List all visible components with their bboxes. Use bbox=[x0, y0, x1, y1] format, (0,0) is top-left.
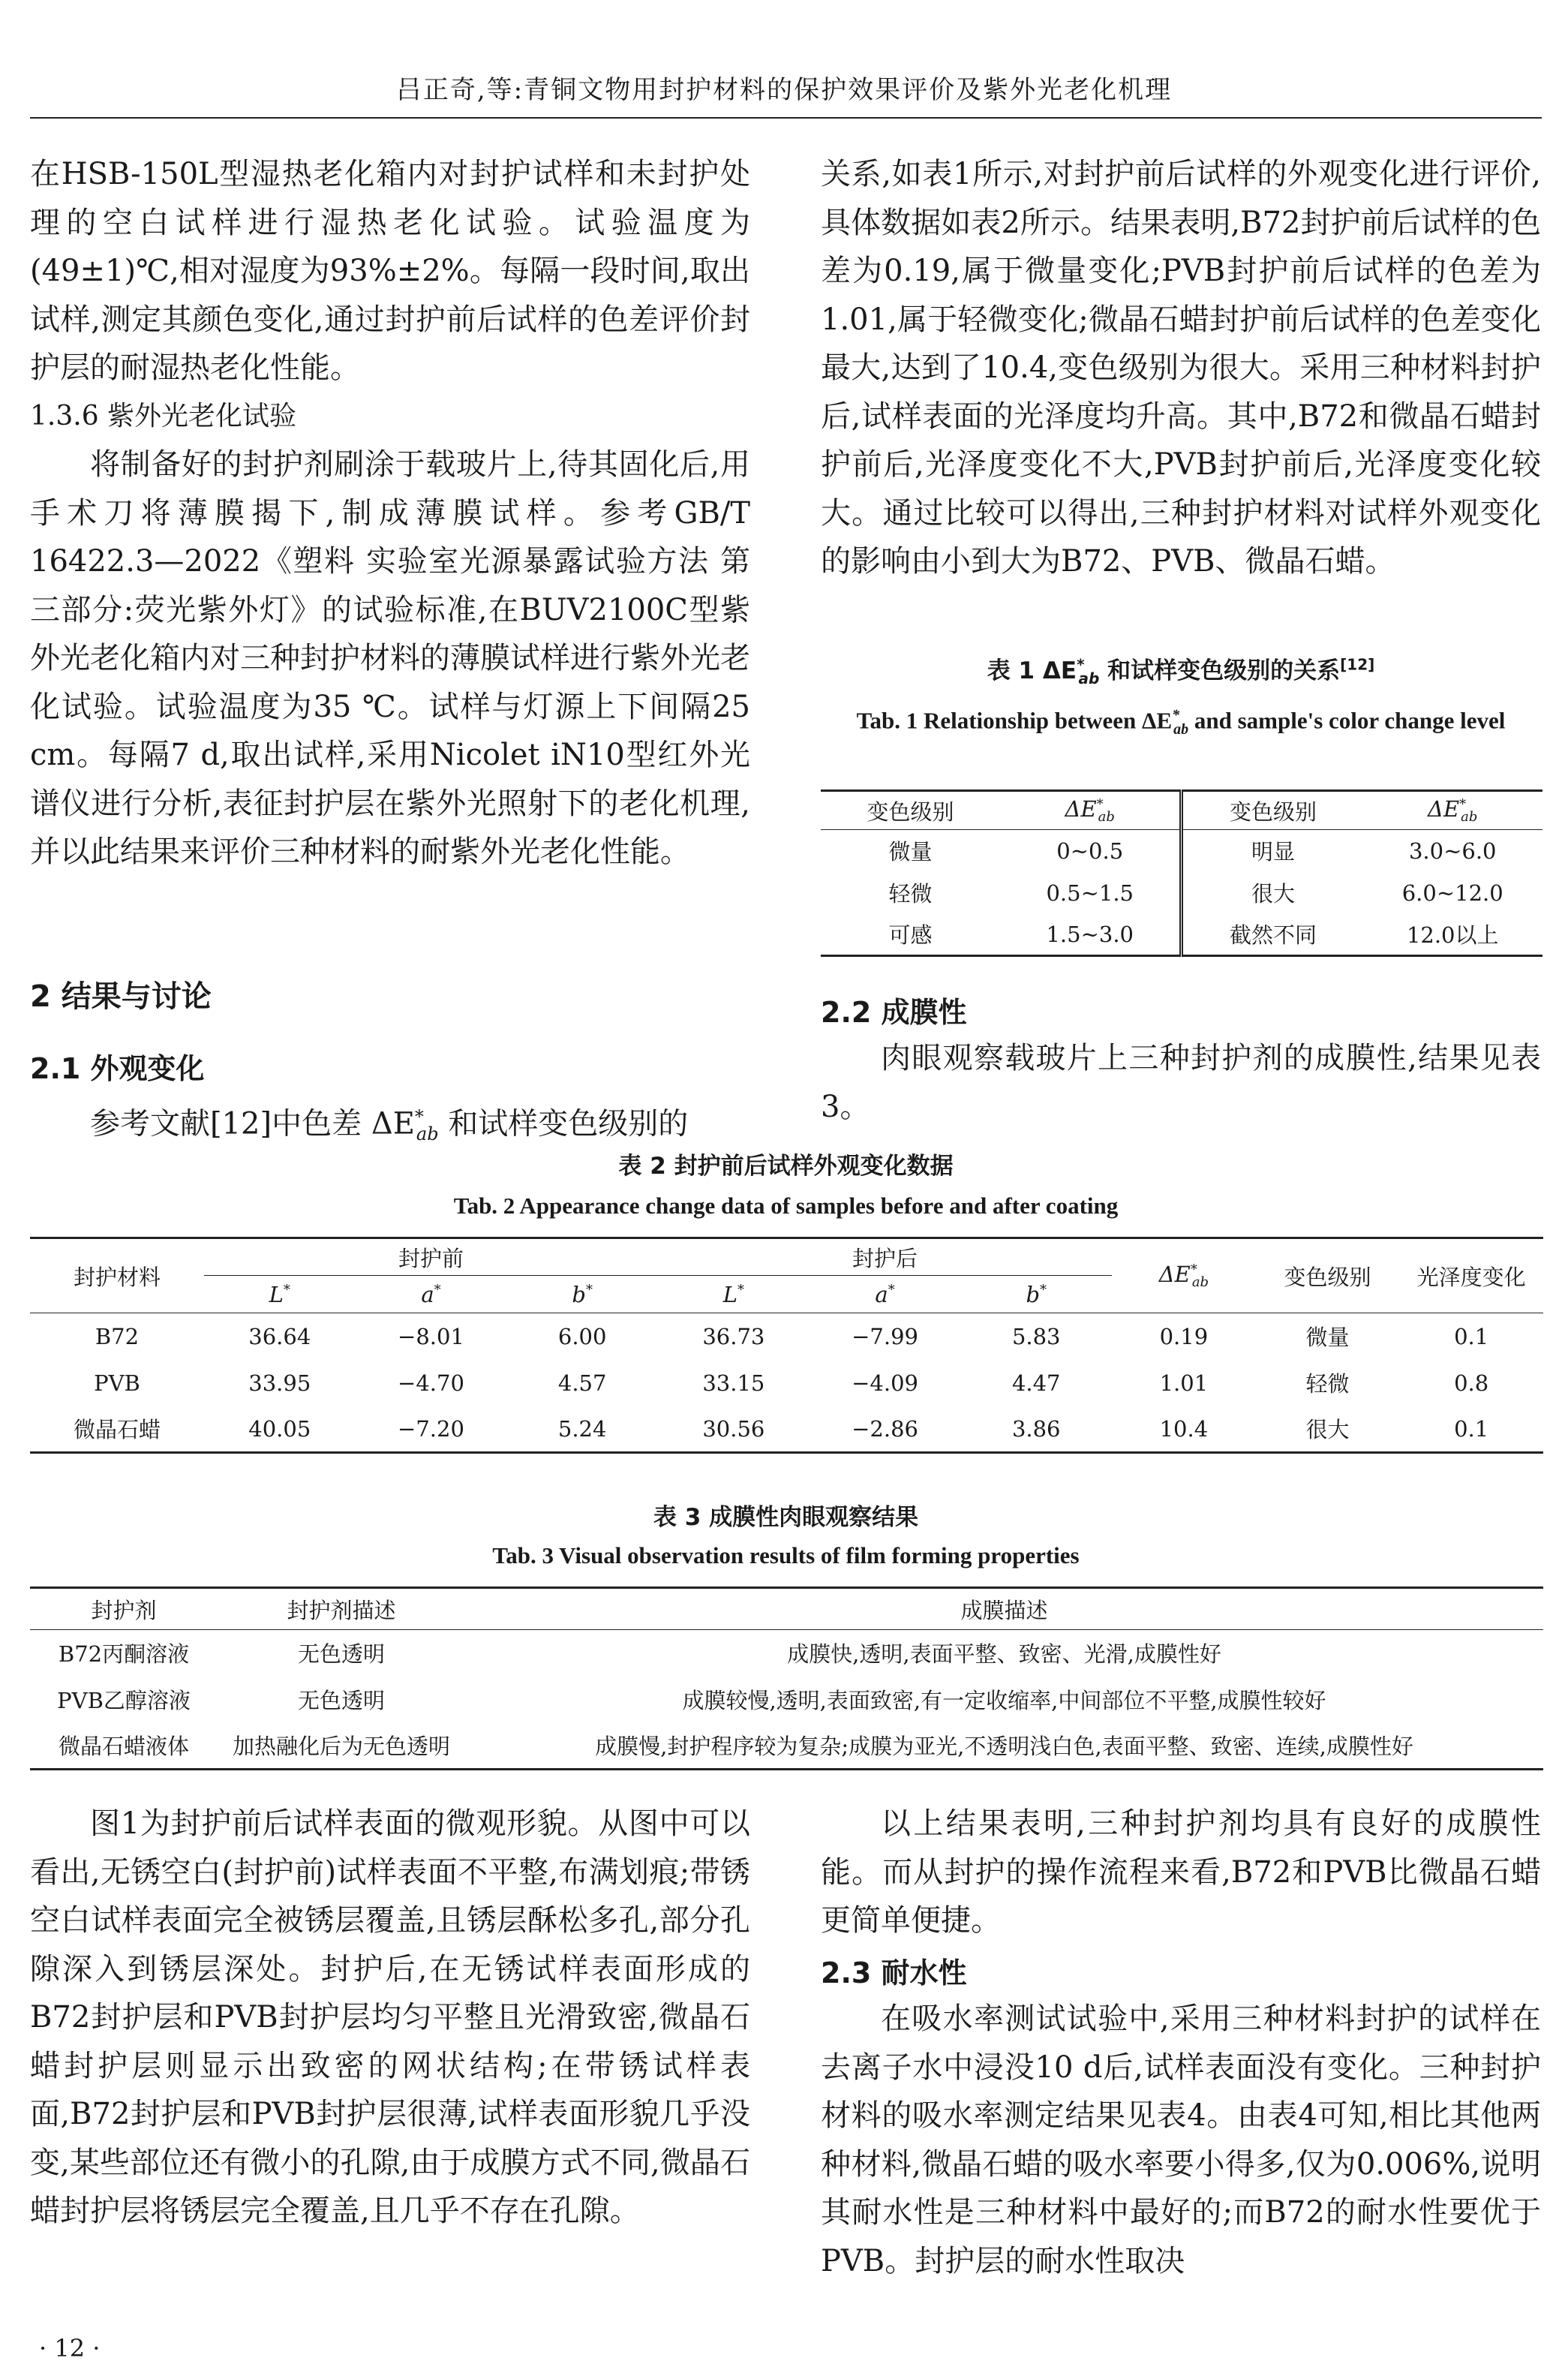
t2-cell: 33.15 bbox=[702, 1370, 765, 1396]
t2-cell: 5.83 bbox=[1011, 1323, 1061, 1349]
paragraph-film-conclusion: 以上结果表明,三种封护剂均具有良好的成膜性能。而从封护的操作流程来看,B72和PVB比微晶石蜡更简单便捷。 bbox=[821, 1806, 1541, 1938]
left-column-top bbox=[30, 150, 750, 877]
t2-header-before: 封护前 bbox=[204, 1238, 658, 1276]
t3-cell: 无色透明 bbox=[297, 1688, 385, 1713]
t2-cell: −4.09 bbox=[852, 1370, 918, 1396]
t2-header-after: 封护后 bbox=[658, 1238, 1112, 1276]
table3-caption-en: Tab. 3 Visual observation results of film forming properties bbox=[492, 1542, 1080, 1568]
t2-sub-b2-text: b bbox=[1026, 1281, 1041, 1307]
right-column-top bbox=[821, 150, 1541, 586]
t2-header-de-label: ΔE bbox=[1158, 1261, 1191, 1287]
table-row bbox=[821, 872, 1542, 914]
t2-cell: 36.64 bbox=[248, 1323, 311, 1349]
t2-sub-sup: * bbox=[1040, 1281, 1047, 1298]
t2-sub-l2-text: L bbox=[722, 1281, 737, 1307]
t2-cell: 微量 bbox=[1305, 1325, 1350, 1351]
bottom-right-column bbox=[821, 1800, 1541, 1945]
section-2-heading: 2 结果与讨论 bbox=[30, 979, 212, 1014]
table-row bbox=[821, 914, 1542, 956]
t1-header-de bbox=[1000, 791, 1182, 830]
t3-cell: PVB乙醇溶液 bbox=[57, 1688, 191, 1713]
right-column-film bbox=[821, 1034, 1541, 1131]
t1-header-de-sup: * bbox=[1096, 796, 1104, 812]
t2-cell: 很大 bbox=[1305, 1417, 1350, 1443]
t1-header-de2-sub: ab bbox=[1461, 809, 1478, 826]
table1-caption-en bbox=[821, 693, 1541, 751]
table-2 bbox=[30, 1237, 1543, 1454]
t3-cell: 成膜快,透明,表面平整、致密、光滑,成膜性好 bbox=[787, 1641, 1221, 1668]
paragraph-appearance-results: 关系,如表1所示,对封护前后试样的外观变化进行评价,具体数据如表2所示。结果表明,B72封护前后试样的色差为0.19,属于微量变化;PVB封护前后试样的色差为1.01,属于轻微变化;微晶石蜡封护前后试样的色差变化最大,达到了10.4,变色级别为很大。采用三种材料封护后,试样表面的光泽度均升高。其中,B72和微晶石蜡封护前后,光泽度变化不大,PVB封护前后,光泽度变化较大。通过比较可以得出,三种封护材料对试样外观变化的影响由小到大为B72、PVB、微晶石蜡。 bbox=[821, 157, 1541, 579]
table-row bbox=[30, 1406, 1543, 1453]
t2-cell: 4.47 bbox=[1011, 1370, 1061, 1396]
t2-cell: 10.4 bbox=[1159, 1415, 1209, 1442]
table-row bbox=[30, 1313, 1543, 1360]
table1-caption-cn-a: 表 1 ΔE bbox=[987, 657, 1077, 684]
t1-header-de-2 bbox=[1362, 791, 1542, 830]
table-row bbox=[30, 1360, 1543, 1406]
t2-cell: 30.56 bbox=[702, 1415, 765, 1442]
t2-cell: 0.19 bbox=[1159, 1323, 1209, 1349]
table1-caption-en-sup: * bbox=[1172, 707, 1180, 723]
t1-header-de-label: ΔE bbox=[1065, 796, 1097, 822]
t2-cell: 3.86 bbox=[1011, 1415, 1061, 1442]
table1-caption-cn-b: 和试样变色级别的关系 bbox=[1107, 657, 1341, 684]
t2-sub-a1-text: a bbox=[421, 1281, 434, 1307]
t2-sub-l1-text: L bbox=[269, 1281, 284, 1307]
t2-cell: −2.86 bbox=[852, 1415, 918, 1442]
delta-e-sup: * bbox=[414, 1106, 424, 1127]
t2-sub-sup: * bbox=[737, 1281, 744, 1298]
t2-cell: 0.1 bbox=[1454, 1323, 1489, 1349]
t2-header-de bbox=[1112, 1238, 1256, 1313]
bottom-right-water bbox=[821, 1995, 1541, 2285]
t1-cell: 明显 bbox=[1182, 830, 1363, 872]
t2-cell: 微晶石蜡 bbox=[73, 1417, 161, 1443]
table-row bbox=[30, 1677, 1543, 1723]
t1-header-level-2: 变色级别 bbox=[1182, 791, 1363, 830]
subsection-1-3-6: 1.3.6 紫外光老化试验 bbox=[30, 400, 297, 432]
table1-caption-ref: [12] bbox=[1340, 655, 1375, 674]
t1-cell: 1.5~3.0 bbox=[1046, 921, 1134, 947]
running-header: 吕正奇,等:青铜文物用封护材料的保护效果评价及紫外光老化机理 bbox=[395, 75, 1173, 105]
t2-cell: −7.99 bbox=[852, 1323, 918, 1349]
t2-sub-b1-text: b bbox=[572, 1281, 586, 1307]
t2-cell: B72 bbox=[95, 1323, 140, 1349]
t2-header-de-sup: * bbox=[1190, 1261, 1197, 1277]
table3-caption-cn: 表 3 成膜性肉眼观察结果 bbox=[653, 1504, 919, 1531]
t1-cell: 很大 bbox=[1182, 872, 1363, 914]
t3-cell: 加热融化后为无色透明 bbox=[232, 1734, 450, 1760]
t2-sub-sup: * bbox=[585, 1281, 593, 1298]
table1-caption-sup: * bbox=[1077, 655, 1085, 674]
t2-sub-b1 bbox=[506, 1276, 658, 1313]
t1-header-level: 变色级别 bbox=[867, 799, 954, 825]
section-2-2-heading: 2.2 成膜性 bbox=[821, 996, 967, 1029]
t2-cell: −4.70 bbox=[398, 1370, 464, 1396]
t1-cell: 12.0以上 bbox=[1406, 922, 1499, 949]
t2-header-level: 变色级别 bbox=[1256, 1238, 1400, 1313]
table-row bbox=[30, 1723, 1543, 1770]
t1-header-de-sub: ab bbox=[1098, 809, 1115, 826]
paragraph-micro-morphology: 图1为封护前后试样表面的微观形貌。从图中可以看出,无锈空白(封护前)试样表面不平整,布满划痕;带锈空白试样表面完全被锈层覆盖,且锈层酥松多孔,部分孔隙深入到锈层深处。封护后,在无锈试样表面形成的B72封护层和PVB封护层均匀平整且光滑致密,微晶石蜡封护层则显示出致密的网状结构;在带锈试样表面,B72封护层和PVB封护层很薄,试样表面形貌几乎没变,某些部位还有微小的孔隙,由于成膜方式不同,微晶石蜡封护层将锈层完全覆盖,且几乎不存在孔隙。 bbox=[30, 1806, 750, 2228]
paragraph-uv-aging: 将制备好的封护剂刷涂于载玻片上,待其固化后,用手术刀将薄膜揭下,制成薄膜试样。参考GB/T 16422.3—2022《塑料 实验室光源暴露试验方法 第三部分:荧光紫外灯》的试验标准,在BUV2100C型紫外光老化箱内对三种封护材料的薄膜试样进行紫外光老化试验。试验温度为35 ℃。试样与灯源上下间隔25 cm。每隔7 d,取出试样,采用Nicolet iN10型红外光谱仪进行分析,表征封护层在紫外光照射下的老化机理,并以此结果来评价三种材料的耐紫外光老化性能。 bbox=[30, 447, 750, 869]
t2-cell: PVB bbox=[94, 1370, 140, 1396]
t2-cell: −7.20 bbox=[398, 1415, 464, 1442]
t2-sub-l2 bbox=[658, 1276, 810, 1313]
t2-cell: 6.00 bbox=[557, 1323, 607, 1349]
t1-cell: 3.0~6.0 bbox=[1408, 838, 1497, 864]
paragraph-film-forming: 肉眼观察载玻片上三种封护剂的成膜性,结果见表3。 bbox=[821, 1041, 1541, 1124]
t1-cell: 0.5~1.5 bbox=[1046, 880, 1134, 906]
t2-cell: 4.57 bbox=[557, 1370, 607, 1396]
section-2-1-heading: 2.1 外观变化 bbox=[30, 1052, 205, 1085]
t2-cell: 5.24 bbox=[557, 1415, 607, 1442]
t2-sub-a2-text: a bbox=[875, 1281, 888, 1307]
t2-sub-sup: * bbox=[283, 1281, 290, 1298]
t1-header-de2-sup: * bbox=[1459, 796, 1467, 812]
table1-caption-cn bbox=[821, 651, 1541, 687]
t3-cell: 微晶石蜡液体 bbox=[58, 1734, 189, 1760]
t2-sub-sup: * bbox=[888, 1281, 895, 1298]
t2-cell: 0.8 bbox=[1454, 1370, 1489, 1396]
table1-caption-en-b: and sample's color change level bbox=[1194, 707, 1506, 734]
t3-cell: B72丙酮溶液 bbox=[58, 1641, 190, 1668]
section-2-3-heading: 2.3 耐水性 bbox=[821, 1956, 967, 1990]
t2-header-gloss: 光泽度变化 bbox=[1399, 1238, 1543, 1313]
t2-cell: 36.73 bbox=[702, 1323, 765, 1349]
header-rule bbox=[30, 117, 1542, 119]
t2-cell: 33.95 bbox=[248, 1370, 311, 1396]
t1-cell: 截然不同 bbox=[1182, 914, 1363, 956]
page-number: · 12 · bbox=[39, 2334, 101, 2362]
t3-header-agent: 封护剂 bbox=[91, 1597, 157, 1623]
t3-cell: 成膜较慢,透明,表面致密,有一定收缩率,中间部位不平整,成膜性较好 bbox=[682, 1688, 1326, 1713]
t2-cell: 0.1 bbox=[1454, 1415, 1489, 1442]
t2-header-de-sub: ab bbox=[1191, 1274, 1209, 1291]
t2-cell: −8.01 bbox=[398, 1323, 464, 1349]
t2-cell: 1.01 bbox=[1159, 1370, 1209, 1396]
bottom-left-column bbox=[30, 1800, 750, 2236]
table-row bbox=[821, 830, 1542, 872]
t1-cell: 6.0~12.0 bbox=[1401, 880, 1503, 906]
t2-sub-sup: * bbox=[434, 1281, 441, 1298]
t1-cell: 轻微 bbox=[888, 881, 933, 907]
paragraph-water-resistance: 在吸水率测试试验中,采用三种材料封护的试样在去离子水中浸没10 d后,试样表面没有变化。三种封护材料的吸水率测定结果见表4。由表4可知,相比其他两种材料,微晶石蜡的吸水率要小得多,仅为0.006%,说明其耐水性是三种材料中最好的;而B72的耐水性要优于PVB。封护层的耐水性取决 bbox=[821, 2002, 1541, 2278]
t2-sub-l1 bbox=[204, 1276, 356, 1313]
t2-cell: 40.05 bbox=[248, 1415, 311, 1442]
t1-header-de2-label: ΔE bbox=[1428, 796, 1460, 822]
table2-caption-en: Tab. 2 Appearance change data of samples before and after coating bbox=[453, 1193, 1119, 1219]
table1-caption-en-a: Tab. 1 Relationship between ΔE bbox=[856, 707, 1173, 734]
t2-header-material: 封护材料 bbox=[30, 1238, 204, 1313]
appearance-text-b: 和试样变色级别的 bbox=[448, 1106, 689, 1141]
table-3 bbox=[30, 1587, 1543, 1770]
paragraph-humid-aging: 在HSB-150L型湿热老化箱内对封护试样和未封护处理的空白试样进行湿热老化试验。试验温度为(49±1)℃,相对湿度为93%±2%。每隔一段时间,取出试样,测定其颜色变化,通过封护前后试样的色差评价封护层的耐湿热老化性能。 bbox=[30, 157, 750, 385]
table-1 bbox=[821, 789, 1542, 957]
t3-header-film: 成膜描述 bbox=[960, 1597, 1048, 1623]
t3-cell: 无色透明 bbox=[297, 1641, 385, 1668]
appearance-text-a: 参考文献[12]中色差 ΔE bbox=[90, 1106, 415, 1141]
table1-caption-en-sub: ab bbox=[1173, 720, 1189, 738]
table2-caption-cn: 表 2 封护前后试样外观变化数据 bbox=[618, 1153, 954, 1180]
t2-sub-a2 bbox=[810, 1276, 961, 1313]
t2-sub-b2 bbox=[960, 1276, 1112, 1313]
t1-cell: 可感 bbox=[888, 922, 933, 949]
t3-header-desc: 封护剂描述 bbox=[287, 1597, 396, 1623]
t2-sub-a1 bbox=[356, 1276, 507, 1313]
t2-cell: 轻微 bbox=[1305, 1371, 1350, 1397]
t1-cell: 0~0.5 bbox=[1056, 838, 1124, 864]
table1-caption-sub: ab bbox=[1078, 669, 1100, 688]
t3-cell: 成膜慢,封护程序较为复杂;成膜为亚光,不透明浅白色,表面平整、致密、连续,成膜性好 bbox=[595, 1734, 1413, 1760]
delta-e-sub: ab bbox=[416, 1123, 439, 1145]
table-row bbox=[30, 1630, 1543, 1677]
t1-cell: 微量 bbox=[888, 839, 933, 865]
